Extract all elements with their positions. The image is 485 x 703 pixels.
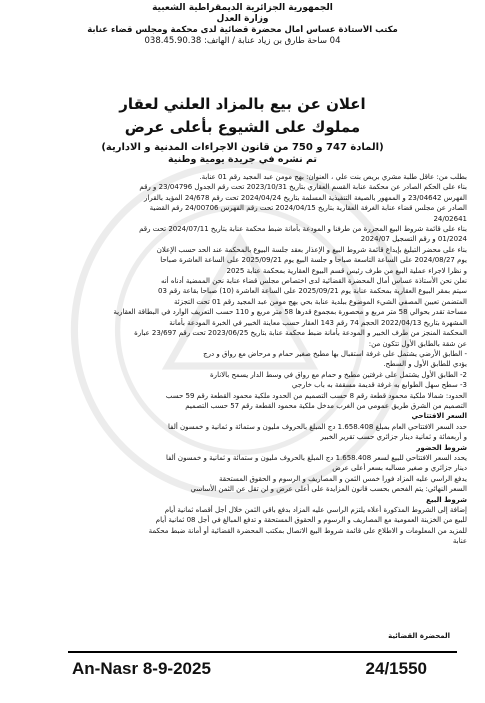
body-line: بطلب من: عاقل طلبة مشري بريص بنت علي ، العنوان: بهج مومن عبد المجيد رقم 01 عنابة. (199, 173, 467, 181)
body-line: نعلن نحن الأستاذة عساس أمال المحضرة القضائية لدى اختصاص مجلس قضاء عنابة نحن الممضية أدناه أنه (160, 277, 467, 286)
body-line: إضافة إلى الشروط المذكورة أعلاه يلتزم الراسي عليه المزاد بدفع باقي الثمن خلال أجل أقصاه ثمانية أيام (164, 506, 467, 514)
body-line: يحدد السعر الافتتاحي للبيع لسعر 1.658.408 دج المبلغ بالحروف مليون و ستمائة و ثمانية و خمسون ألفا (165, 453, 467, 462)
body-line: المتضمن تعيين المصفي الشيء الموضوع ببلدية عنابة بحي بهج مومن عبد المجيد رقم 01 تحت التجزئة (173, 297, 467, 306)
body-line: المحكمة المنجز من طرف الخبير و المودعة بأمانة ضبط محكمة عنابة بتاريخ 2023/06/25 تحت رقم 23/697 عبارة (134, 329, 467, 338)
body-line: - الطابق الأرضي يشتمل على غرفة استقبال بها مطبخ صغير حمام و مرحاض مع رواق و درج (203, 349, 467, 358)
body-line: شروط البيع (426, 495, 467, 504)
body-line: بناء على الحكم الصادر عن محكمة عنابة القسم العقاري بتاريخ 2023/10/31 تحت رقم الجدول 23/04796 و رقم (139, 183, 467, 192)
notice-title: اعلان عن بيع بالمزاد العلني لعقار (119, 95, 366, 113)
body-line: 2- الطابق الأول يشتمل على غرفتين مطبخ و حمام مع رواق في وسط الدار يسمح بالانارة (210, 370, 467, 379)
notice-body (22, 172, 467, 547)
notice-subtitle: مملوك على الشيوع بأعلى عرض (124, 118, 361, 136)
footer-divider (68, 651, 457, 653)
body-line: 24/02641 (433, 214, 467, 223)
body-line: السعر الافتتاحي (411, 412, 467, 421)
body-line: بناء على محضر التبليغ بإيداع قائمة شروط البيع و الإعذار بعقد جلسة البيوع بالمحكمة عند الحد حسب الإعلان (156, 245, 467, 254)
body-line: السعر النهائي: يتم الفحص بحسب قانون المزايدة على أعلى عرض و لن تقل عن الثمن الأساسي (190, 485, 467, 494)
body-line: حدد السعر الافتتاحي العام بمبلغ 1.658.408 دج المبلغ بالحروف مليون و ستمائة و ثمانية و خمسون ألفا (168, 422, 467, 431)
body-line: للمزيد من المعلومات و الاطلاع على قائمة شروط البيع الاتصال بمكتب المحضرة القضائية أو أمانة ضبط محكمة (148, 526, 467, 535)
body-line: التصميم من الشرق طريق عمومي من الغرب مدخل ملكية محمود القطعة رقم 57 حسب التصميم (185, 401, 467, 410)
newspaper-footer (68, 654, 457, 684)
body-line: بناء على قائمة شروط البيع المحررة من طرفنا و المودعة بأمانة ضبط محكمة عنابة بتاريخ 2024/07/11 تحت رقم (139, 225, 467, 234)
signature: المحضرة القضائية (388, 632, 450, 640)
body-line: الفهرس 23/04642 و الممهور بالصيغة التنفيذية المسلمة بتاريخ 2024/04/24 تحت رقم 24/678 المؤيد بالقرار (144, 193, 467, 202)
body-line: سيتم بمقر البيوع العقارية بمحكمة عنابة يوم 2025/09/21 على الساعة العاشرة (10) صباحا بقاعة رقم 03 (158, 287, 467, 296)
body-line: للبيع من الخزينة العمومية مع المصاريف و الرسوم و الحقوق المستحقة و تدفع المبالغ في أجل 08 ثمانية أيام (155, 516, 467, 525)
body-line: يدفع الراسي عليه المزاد فورا خمس الثمن و المصاريف و الرسوم و الحقوق المستحقة (218, 474, 467, 483)
body-line: يوم 2024/08/27 على الساعة التاسعة صباحا و جلسة البيع يوم 2025/09/21 على الساعة العاشرة صباحا (160, 256, 467, 265)
body-line: الحدود: شمالا ملكية محمود قطعة رقم 8 حسب التصميم من الحدود ملكية محمود القطعة رقم 59 حسب (165, 391, 467, 400)
header-republic: الجمهورية الجزائرية الديمقراطية الشعبية (152, 3, 333, 13)
body-line: عن شقة بالطابق الأول تتكون من: (368, 339, 467, 348)
notice-number: 24/1550 (365, 659, 427, 678)
body-line: 3- سطح سهل الطوابع به غرفة قديمة مسقفة به باب خارجي (291, 381, 467, 390)
body-line: 01/2024 و رقم التسجيل 2024/07 (360, 235, 467, 244)
body-line: المشهرة بتاريخ 2022/04/13 الحجم 74 رقم 143 العقار حسب معاينة الخبير في الخبرة المودعة بأمانة (169, 318, 467, 327)
body-line: مساحة تقدر بحوالي 58 متر مربع و محصورة بمجموع قدرها 58 متر مربع و 110 حسب التعريف الوارد في البطاقة العقارية (113, 308, 467, 317)
header-office: مكتب الأستاذة عساس أمال محضرة قضائية لدى محكمة ومجلس قضاء عنابة (87, 25, 398, 35)
legal-reference: (المادة 747 و 750 من قانون الاجراءات المدنية و الادارية) (101, 142, 384, 153)
header-ministry: وزارة العدل (216, 14, 269, 24)
body-line: و نظرا لاجراء عملية البيع من طرف رئيس قسم البيوع العقارية بمحكمة عنابة 2025 (226, 266, 467, 275)
body-line: عنابة (452, 537, 467, 546)
body-line: دينار جزائري و صغير مسالبه بسعر أعلى عرض (332, 464, 467, 473)
newspaper-date: An-Nasr 8-9-2025 (72, 659, 211, 678)
body-line: و أربعمائة و ثمانية دينار جزائري حسب تقرير الخبير (320, 433, 467, 442)
body-line: الصادر عن مجلس قضاء عنابة الغرفة العقارية بتاريخ 2024/04/15 تحت رقم الفهرس 24/00706 رقم القضية (149, 204, 467, 213)
body-line: يؤدي للطابق الأول و السطح. (383, 360, 467, 369)
body-line: شروط الحضور (416, 443, 467, 452)
notice-header (20, 3, 465, 47)
header-address: 04 ساحة طارق بن زياد عنابة / الهاتف: 038.45.90.38 (144, 36, 341, 46)
publication-note: تم نشره في جريدة يومية وطنية (168, 154, 317, 165)
